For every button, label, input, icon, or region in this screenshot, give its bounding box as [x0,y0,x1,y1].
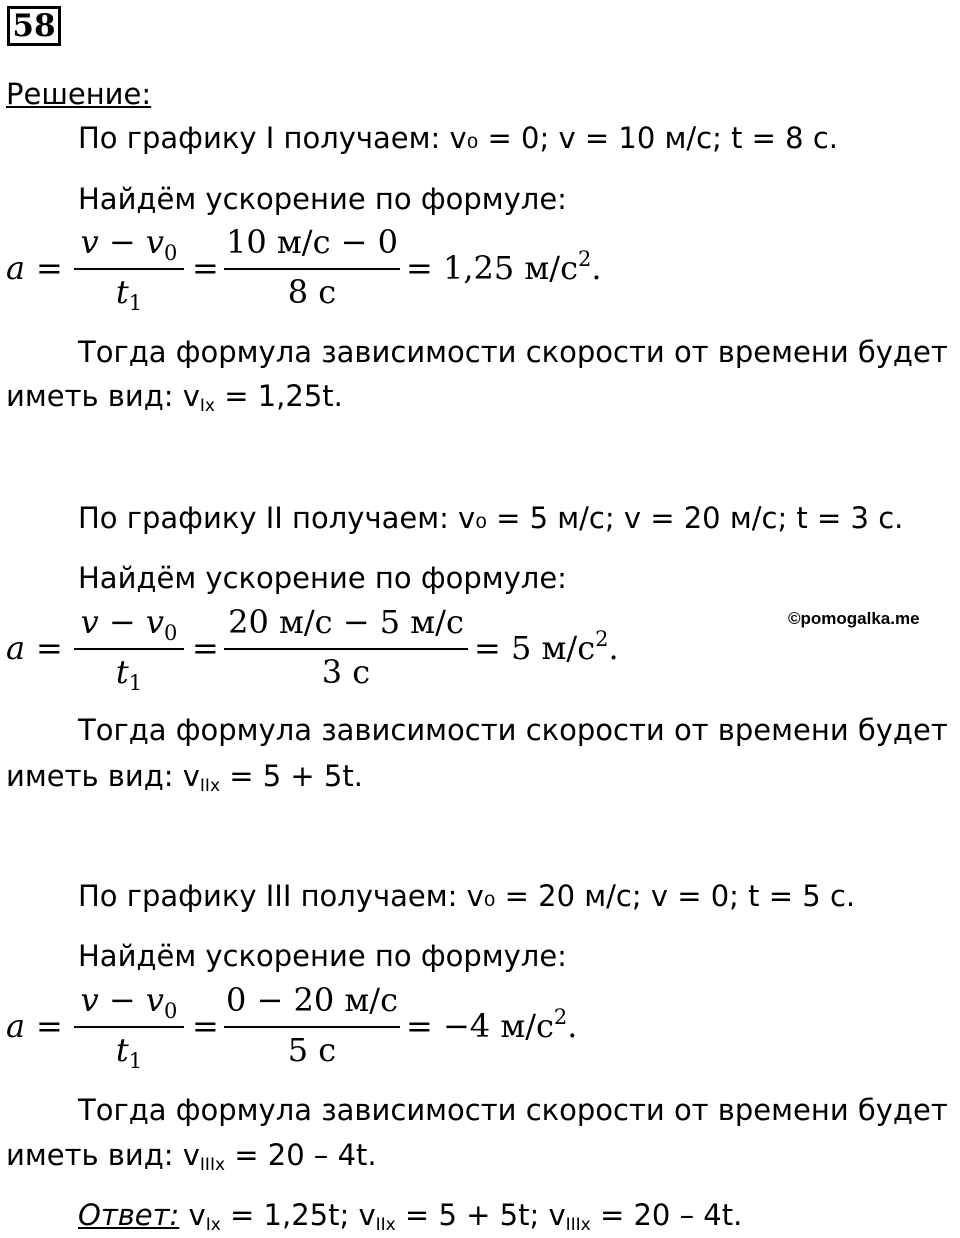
fraction-denominator: $t_1$ [115,273,143,315]
fraction-bar [74,1026,184,1028]
fraction-bar [224,1026,400,1028]
numeric-fraction [224,220,400,320]
watermark: ©pomogalka.me [788,609,920,628]
fraction-bar [224,268,400,270]
equals-sign: = [192,249,219,287]
graph2-acceleration-formula [6,600,646,700]
general-fraction [74,978,184,1078]
fraction-denominator: 5 с [287,1031,337,1069]
fraction-bar [74,648,184,650]
graph3-dependency-text: Тогда формула зависимости скорости от времени будет [78,1093,948,1127]
graph2-formula-intro: Найдём ускорение по формуле: [78,561,567,595]
graph2-dependency-text: Тогда формула зависимости скорости от времени будет [78,713,948,747]
fraction-bar [74,268,184,270]
fraction-denominator: 3 с [321,653,371,691]
graph3-acceleration-formula [6,978,626,1078]
equals-sign: = [192,629,219,667]
fraction-bar [224,648,468,650]
equals-sign: = [192,1007,219,1045]
graph1-formula-intro: Найдём ускорение по формуле: [78,182,567,216]
graph1-acceleration-formula [6,220,626,320]
general-fraction [74,220,184,320]
fraction-numerator: $v - v_0$ [80,223,178,265]
fraction-denominator: $t_1$ [115,1031,143,1073]
fraction-numerator: $v - v_0$ [80,603,178,645]
general-fraction [74,600,184,700]
problem-number: 58 [7,6,61,46]
accel-symbol: a [6,249,26,287]
equals-sign: = [36,1007,63,1045]
graph2-given: По графику II получаем: v₀ = 5 м/с; v = 20 м/с; t = 3 с. [78,501,904,535]
numeric-fraction [224,978,400,1078]
equals-sign: = [36,629,63,667]
numeric-fraction [224,600,468,700]
equals-sign: = [36,249,63,287]
result: = 1,25 $м/с^2$. [406,247,602,287]
fraction-denominator: $t_1$ [115,653,143,695]
fraction-numerator: 0 − 20 м/с [226,981,398,1019]
solution-heading: Решение: [6,77,152,111]
graph1-given: По графику I получаем: v₀ = 0; v = 10 м/с; t = 8 с. [78,121,839,155]
graph3-given: По графику III получаем: v₀ = 20 м/с; v = 0; t = 5 с. [78,879,856,913]
fraction-numerator: 10 м/с − 0 [226,223,398,261]
result: = 5 $м/с^2$. [474,627,619,667]
answer-line: Ответ: $v_{Ix} = 1,25t$; $v_{IIx} = 5 + 5t$; $v_{IIIx} = 20 - 4t$. [78,1198,743,1235]
fraction-denominator: 8 с [287,273,337,311]
graph3-formula-intro: Найдём ускорение по формуле: [78,939,567,973]
result: = −4 $м/с^2$. [406,1005,578,1045]
accel-symbol: a [6,629,26,667]
fraction-numerator: $v - v_0$ [80,981,178,1023]
graph1-dependency-text: Тогда формула зависимости скорости от времени будет [78,335,948,369]
graph1-equation: иметь вид: $v_{Ix} = 1,25t$. [6,379,343,416]
answer-label: Ответ: [78,1198,180,1232]
fraction-numerator: 20 м/с − 5 м/с [228,603,464,641]
accel-symbol: a [6,1007,26,1045]
graph3-equation: иметь вид: $v_{IIIx} = 20 - 4t$. [6,1138,377,1175]
graph2-equation: иметь вид: $v_{IIx} = 5 + 5t$. [6,759,363,796]
